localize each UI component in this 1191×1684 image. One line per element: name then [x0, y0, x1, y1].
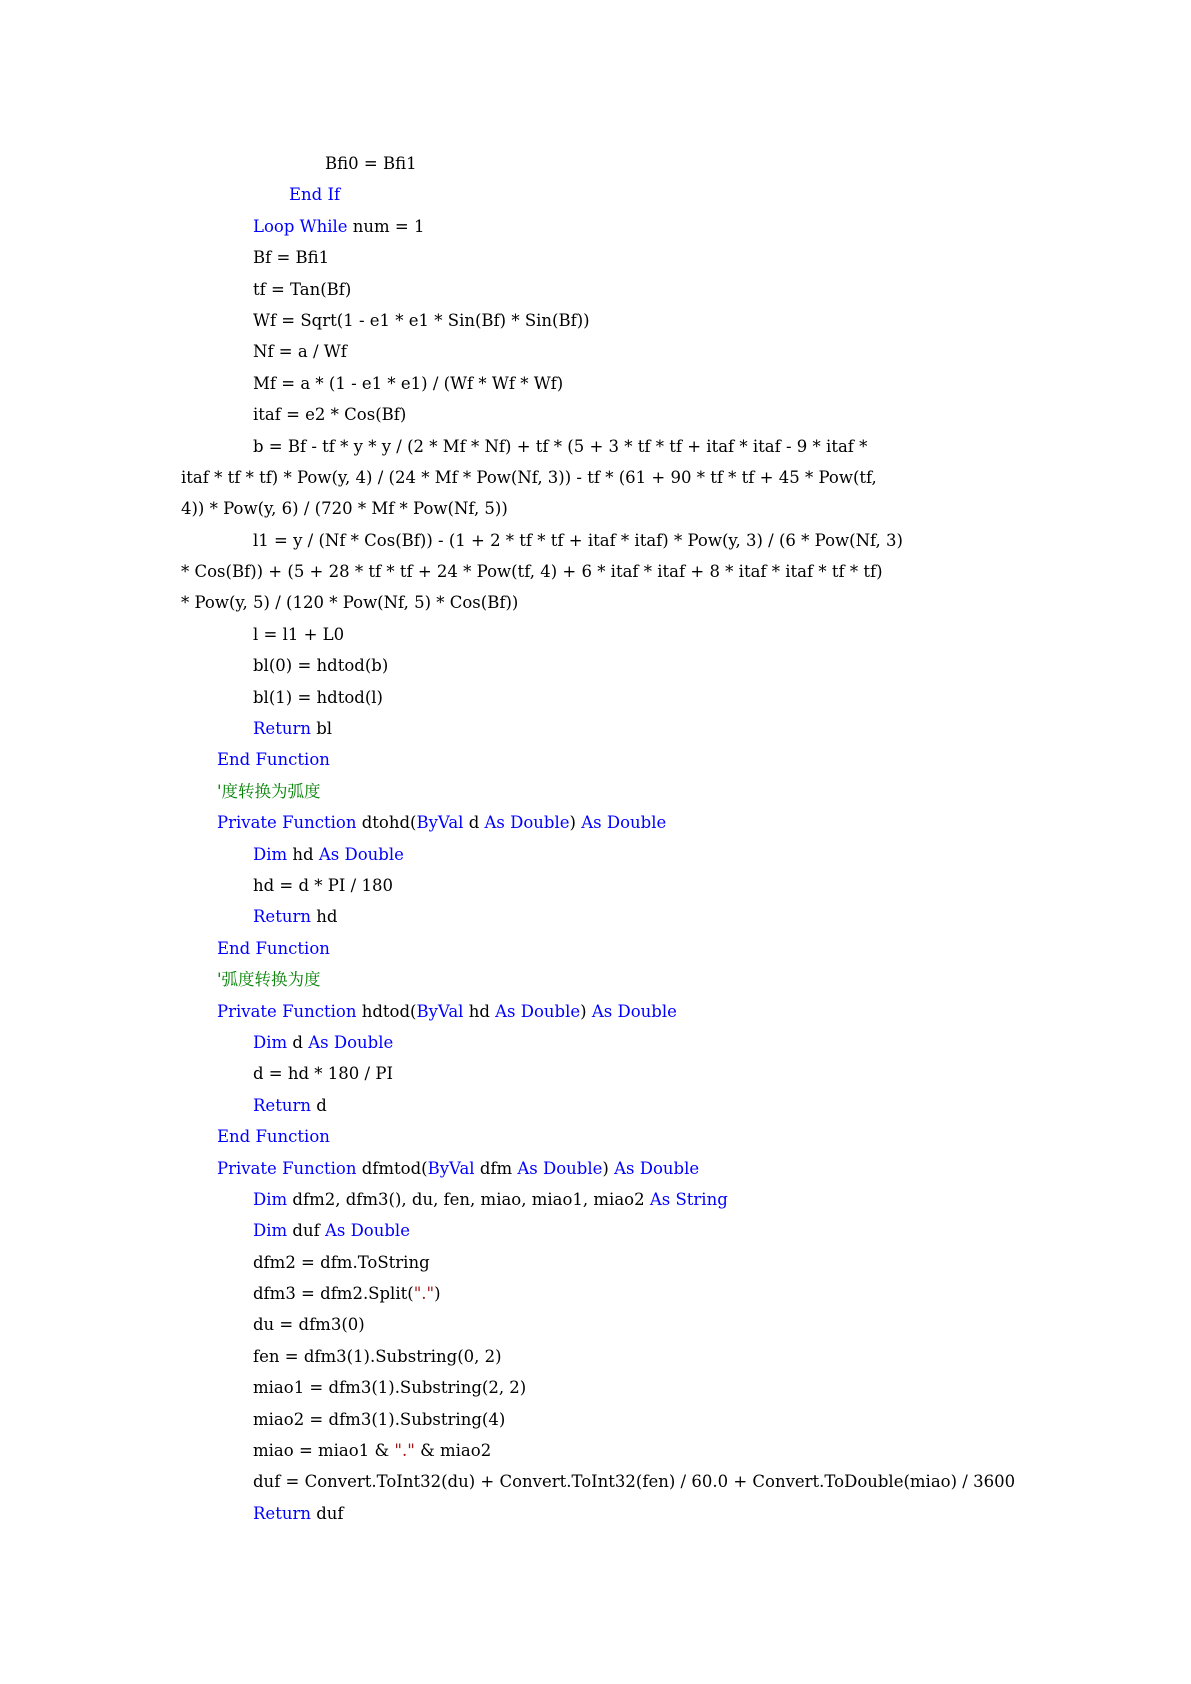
- code-token: ): [602, 1158, 615, 1178]
- code-token: hdtod(: [356, 1001, 417, 1021]
- code-line: [181, 1090, 1021, 1121]
- code-token: miao2 = dfm3(1).Substring(4): [253, 1409, 506, 1429]
- code-line: [181, 776, 1021, 807]
- code-line: [181, 274, 1021, 305]
- keyword-token: As Double: [324, 1221, 410, 1241]
- keyword-token: As Double: [591, 1001, 677, 1021]
- code-token: dfm3 = dfm2.Split(: [253, 1284, 414, 1304]
- code-line: [181, 525, 1021, 556]
- code-token: l1 = y / (Nf * Cos(Bf)) - (1 + 2 * tf * tf + itaf * itaf) * Pow(y, 3) / (6 * Pow(Nf, 3): [253, 530, 903, 550]
- keyword-token: Loop While: [253, 216, 348, 236]
- code-token: * Cos(Bf)) + (5 + 28 * tf * tf + 24 * Pow(tf, 4) + 6 * itaf * itaf + 8 * itaf * itaf * tf * tf): [181, 562, 883, 582]
- code-token: duf: [310, 1503, 344, 1523]
- code-line: [181, 305, 1021, 336]
- keyword-token: ByVal: [416, 1001, 464, 1021]
- code-token: l = l1 + L0: [253, 624, 345, 644]
- keyword-token: Private Function: [217, 1001, 357, 1021]
- code-line: [181, 839, 1021, 870]
- code-token: dfm2, dfm3(), du, fen, miao, miao1, miao2: [287, 1189, 650, 1209]
- code-line: [181, 431, 1021, 462]
- code-line: [181, 148, 1021, 179]
- code-line: [181, 996, 1021, 1027]
- code-line: [181, 1121, 1021, 1152]
- code-token: hd: [463, 1001, 496, 1021]
- code-token: Bf = Bfi1: [253, 248, 330, 268]
- code-line: [181, 462, 1021, 493]
- code-line: [181, 713, 1021, 744]
- code-line: [181, 619, 1021, 650]
- code-token: bl(0) = hdtod(b): [253, 656, 389, 676]
- code-token: dfm2 = dfm.ToString: [253, 1252, 430, 1272]
- code-token: miao1 = dfm3(1).Substring(2, 2): [253, 1378, 527, 1398]
- code-token: tf = Tan(Bf): [253, 279, 352, 299]
- code-line: [181, 179, 1021, 210]
- code-line: [181, 1058, 1021, 1089]
- keyword-token: ByVal: [427, 1158, 475, 1178]
- code-token: fen = dfm3(1).Substring(0, 2): [253, 1346, 502, 1366]
- string-token: ".": [413, 1284, 435, 1304]
- code-token: du = dfm3(0): [253, 1315, 365, 1335]
- keyword-token: As String: [649, 1189, 728, 1209]
- keyword-token: As Double: [318, 844, 404, 864]
- code-token: d: [463, 813, 485, 833]
- code-line: [181, 1404, 1021, 1435]
- code-token: Mf = a * (1 - e1 * e1) / (Wf * Wf * Wf): [253, 373, 564, 393]
- code-line: [181, 650, 1021, 681]
- keyword-token: As Double: [308, 1032, 394, 1052]
- keyword-token: Dim: [253, 1032, 288, 1052]
- keyword-token: Dim: [253, 1189, 288, 1209]
- keyword-token: As Double: [484, 813, 570, 833]
- code-token: hd = d * PI / 180: [253, 875, 393, 895]
- code-token: dtohd(: [356, 813, 417, 833]
- code-line: [181, 1215, 1021, 1246]
- code-token: d: [287, 1032, 309, 1052]
- code-token: dfm: [474, 1158, 518, 1178]
- code-token: itaf = e2 * Cos(Bf): [253, 405, 407, 425]
- code-line: [181, 1278, 1021, 1309]
- code-line: [181, 336, 1021, 367]
- code-line: [181, 807, 1021, 838]
- code-token: duf: [287, 1221, 325, 1241]
- keyword-token: End If: [289, 185, 341, 205]
- keyword-token: As Double: [614, 1158, 700, 1178]
- code-token: duf = Convert.ToInt32(du) + Convert.ToInt32(fen) / 60.0 + Convert.ToDouble(miao) / 3600: [253, 1472, 1016, 1492]
- code-line: [181, 744, 1021, 775]
- code-line: [181, 1309, 1021, 1340]
- code-token: hd: [310, 907, 338, 927]
- code-listing: [181, 148, 1021, 1529]
- keyword-token: Return: [253, 1095, 311, 1115]
- keyword-token: End Function: [217, 1127, 330, 1147]
- code-token: miao = miao1 &: [253, 1441, 395, 1461]
- code-line: [181, 1247, 1021, 1278]
- code-token: & miao2: [414, 1441, 492, 1461]
- code-token: Wf = Sqrt(1 - e1 * e1 * Sin(Bf) * Sin(Bf)): [253, 310, 590, 330]
- keyword-token: Private Function: [217, 813, 357, 833]
- keyword-token: As Double: [581, 813, 667, 833]
- code-token: itaf * tf * tf) * Pow(y, 4) / (24 * Mf * Pow(Nf, 3)) - tf * (61 + 90 * tf * tf + 45 * Pow(tf,: [181, 467, 877, 487]
- code-token: num = 1: [347, 216, 425, 236]
- code-line: [181, 1027, 1021, 1058]
- keyword-token: As Double: [517, 1158, 603, 1178]
- code-line: [181, 493, 1021, 524]
- code-token: d: [310, 1095, 327, 1115]
- code-token: dfmtod(: [356, 1158, 428, 1178]
- code-token: Nf = a / Wf: [253, 342, 347, 362]
- keyword-token: ByVal: [416, 813, 464, 833]
- code-token: d = hd * 180 / PI: [253, 1064, 393, 1084]
- keyword-token: Return: [253, 1503, 311, 1523]
- code-token: hd: [287, 844, 319, 864]
- code-token: bl: [310, 719, 333, 739]
- comment-token: '弧度转换为度: [217, 970, 321, 990]
- code-line: [181, 1435, 1021, 1466]
- code-token: * Pow(y, 5) / (120 * Pow(Nf, 5) * Cos(Bf)): [181, 593, 519, 613]
- code-token: b = Bf - tf * y * y / (2 * Mf * Nf) + tf * (5 + 3 * tf * tf + itaf * itaf - 9 * itaf *: [253, 436, 868, 456]
- code-line: [181, 1372, 1021, 1403]
- code-line: [181, 1466, 1021, 1497]
- code-line: [181, 211, 1021, 242]
- keyword-token: Private Function: [217, 1158, 357, 1178]
- code-token: ): [569, 813, 582, 833]
- code-token: Bfi0 = Bfi1: [325, 154, 417, 173]
- keyword-token: Return: [253, 907, 311, 927]
- keyword-token: End Function: [217, 750, 330, 770]
- comment-token: '度转换为弧度: [217, 781, 321, 801]
- code-line: [181, 1153, 1021, 1184]
- code-line: [181, 870, 1021, 901]
- keyword-token: Dim: [253, 1221, 288, 1241]
- code-line: [181, 556, 1021, 587]
- code-line: [181, 901, 1021, 932]
- code-token: ): [580, 1001, 592, 1021]
- code-line: [181, 1341, 1021, 1372]
- keyword-token: As Double: [495, 1001, 581, 1021]
- code-line: [181, 1498, 1021, 1529]
- code-line: [181, 368, 1021, 399]
- code-line: [181, 242, 1021, 273]
- code-line: [181, 587, 1021, 618]
- code-line: [181, 933, 1021, 964]
- code-line: [181, 682, 1021, 713]
- code-line: [181, 964, 1021, 995]
- string-token: ".": [394, 1441, 415, 1461]
- code-token: ): [434, 1284, 441, 1304]
- keyword-token: Dim: [253, 844, 288, 864]
- code-line: [181, 1184, 1021, 1215]
- code-line: [181, 399, 1021, 430]
- keyword-token: Return: [253, 719, 311, 739]
- code-token: 4)) * Pow(y, 6) / (720 * Mf * Pow(Nf, 5)): [181, 499, 508, 519]
- keyword-token: End Function: [217, 938, 330, 958]
- code-token: bl(1) = hdtod(l): [253, 687, 383, 707]
